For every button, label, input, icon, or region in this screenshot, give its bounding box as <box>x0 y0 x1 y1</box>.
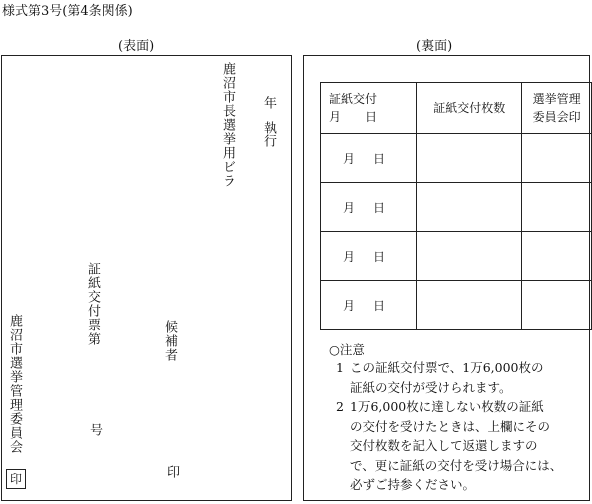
front-side-caption: (表面) <box>118 39 155 54</box>
header-seal-line1: 選挙管理 <box>532 92 581 106</box>
table-row <box>321 232 592 281</box>
ticket-number-suffix: 号 <box>87 423 102 436</box>
day-label: 日 <box>373 249 386 264</box>
back-side-caption: (裏面) <box>416 39 453 54</box>
ticket-number-label: 証紙交付票第 <box>85 262 100 346</box>
count-cell[interactable] <box>417 134 522 183</box>
note-line: 交付枚数を記入して返還しますの <box>350 438 538 453</box>
header-issue-count: 証紙交付枚数 <box>417 83 522 134</box>
header-issue-date-line2: 月 日 <box>329 110 378 124</box>
seal-cell[interactable] <box>522 232 592 281</box>
note-number: 1 <box>336 360 344 375</box>
date-cell[interactable] <box>321 134 417 183</box>
candidate-seal-mark: 印 <box>164 465 179 478</box>
day-label: 日 <box>373 151 386 166</box>
issue-year-execution <box>262 96 275 147</box>
front-side-panel <box>1 55 292 501</box>
form-label: 様式第3号(第4条関係) <box>2 4 133 19</box>
document-title: 鹿沼市長選挙用ビラ <box>220 62 235 188</box>
table-row <box>321 281 592 330</box>
date-cell[interactable] <box>321 232 417 281</box>
election-committee-name: 鹿沼市選挙管理委員会 <box>7 314 22 454</box>
table-header-row <box>321 83 592 134</box>
day-label: 日 <box>373 200 386 215</box>
header-seal-line2: 委員会印 <box>532 110 581 124</box>
month-label: 月 <box>343 151 356 166</box>
note-line: で、更に証紙の交付を受け場合には、 <box>350 457 563 473</box>
note-line: 証紙の交付が受けられます。 <box>350 379 512 395</box>
issue-execution-label: 執行 <box>261 121 276 147</box>
header-issue-date-line1: 証紙交付 <box>329 92 378 106</box>
table-row <box>321 183 592 232</box>
note-line: 必ずご持参ください。 <box>350 477 476 492</box>
certificate-issue-table <box>320 82 592 330</box>
month-label: 月 <box>343 200 356 215</box>
month-label: 月 <box>343 249 356 264</box>
issue-year-label: 年 <box>261 96 276 109</box>
date-cell[interactable] <box>321 183 417 232</box>
date-cell[interactable] <box>321 281 417 330</box>
count-cell[interactable] <box>417 232 522 281</box>
note-item-2 <box>336 397 562 495</box>
month-label: 月 <box>343 298 356 313</box>
notes-heading: ○注意 <box>329 342 365 357</box>
day-label: 日 <box>373 298 386 313</box>
note-line: の交付を受けたときは、上欄にその <box>350 418 551 434</box>
note-item-1 <box>336 358 544 397</box>
note-line: 1万6,000枚に達しない枚数の証紙 <box>350 399 544 414</box>
candidate-label: 候補者 <box>162 320 177 362</box>
committee-seal-box: 印 <box>6 469 26 489</box>
seal-cell[interactable] <box>522 281 592 330</box>
seal-cell[interactable] <box>522 183 592 232</box>
note-number: 2 <box>336 399 344 414</box>
header-committee-seal <box>522 83 592 134</box>
header-issue-date <box>321 83 417 134</box>
count-cell[interactable] <box>417 281 522 330</box>
table-row <box>321 134 592 183</box>
seal-cell[interactable] <box>522 134 592 183</box>
note-line: この証紙交付票で、1万6,000枚の <box>350 360 544 375</box>
count-cell[interactable] <box>417 183 522 232</box>
